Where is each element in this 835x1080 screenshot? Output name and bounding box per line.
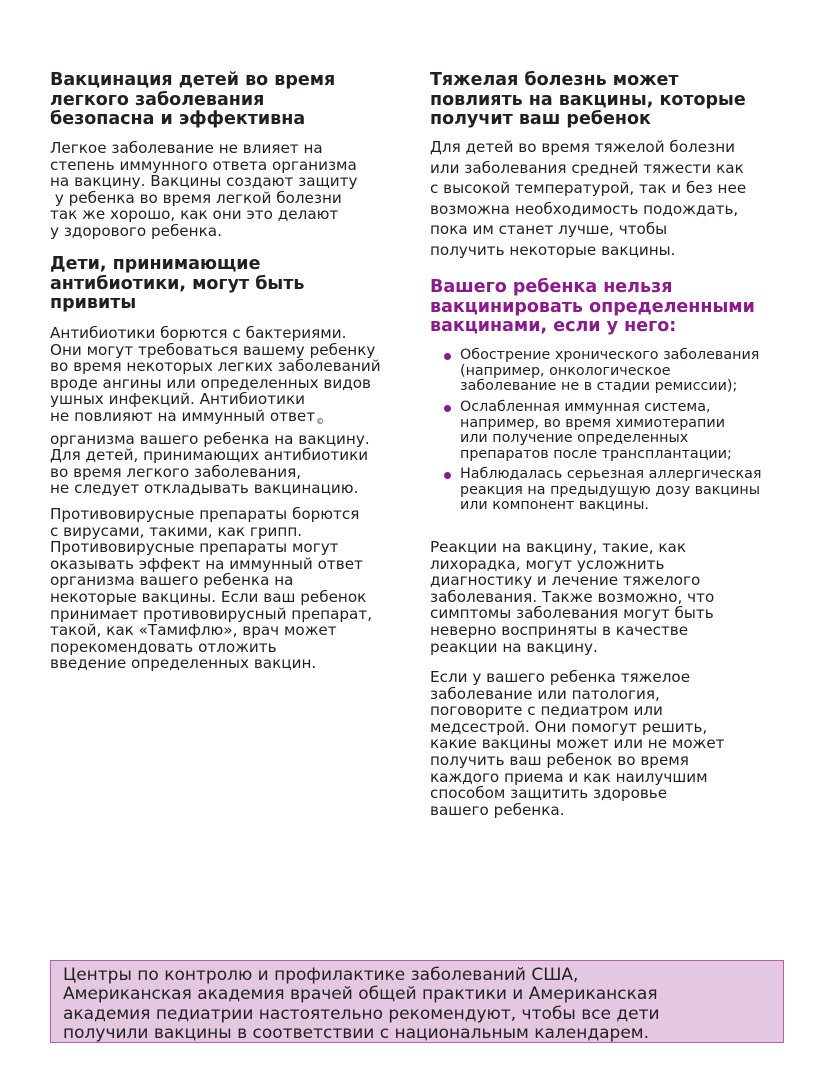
paragraph-consult-doctor: Если у вашего ребенка тяжелое заболевание или патология, поговорите с педиатром или медсестрой. Они помогут решить, какие вакцины может или не может получить ваш ребенок во время каждого приема и как наилучшим способом защитить здоровье вашего ребенка. bbox=[430, 668, 725, 819]
copyright-mark: © bbox=[316, 416, 325, 426]
heading-contraindications: Вашего ребенка нельзя вакцинировать определенными вакцинами, если у него: bbox=[430, 277, 755, 336]
recommendation-text: Центры по контролю и профилактике заболеваний США, Американская академия врачей общей практики и Американская академия педиатрии настоятельно рекомендуют, чтобы все дети получили вакцины в соответствии с национальным календарем. bbox=[63, 965, 660, 1044]
recommendation-callout bbox=[50, 960, 784, 1043]
bullet-dot-icon bbox=[444, 472, 451, 479]
heading-severe-illness: Тяжелая болезнь может повлиять на вакцины, которые получит ваш ребенок bbox=[430, 70, 746, 129]
heading-antibiotics: Дети, принимающие антибиотики, могут быть привиты bbox=[50, 254, 305, 313]
bullet-item: Обострение хронического заболевания (например, онкологическое заболевание не в стадии ремиссии); bbox=[444, 348, 789, 395]
bullet-item: Ослабленная иммунная система, например, во время химиотерапии или получение определенных препаратов после трансплантации; bbox=[444, 400, 789, 462]
paragraph-antivirals: Противовирусные препараты борются с вирусами, такими, как грипп. Противовирусные препараты могут оказывать эффект на иммунный ответ организма вашего ребенка на некоторые вакцины. Если ваш ребенок принимает противовирусный препарат, такой, как «Тамифлю», врач может порекомендовать отложить введение определенных вакцин. bbox=[50, 505, 373, 673]
bullet-dot-icon bbox=[444, 353, 451, 360]
heading-mild-illness: Вакцинация детей во время легкого заболевания безопасна и эффективна bbox=[50, 70, 336, 129]
paragraph-antibiotics: Антибиотики борются с бактериями. Они могут требоваться вашему ребенку во время некоторых легких заболеваний вроде ангины или определенных видов ушных инфекций. Антибиотики не повлияют на иммунный ответ$_©$ организма вашего ребенка на вакцину. Для детей, принимающих антибиотики во время легкого заболевания, не следует откладывать вакцинацию. bbox=[50, 324, 381, 498]
paragraph-severe-illness: Для детей во время тяжелой болезни или заболевания средней тяжести как с высокой температурой, так и без нее возможна необходимость подождать, пока им станет лучше, чтобы получить некоторые вакцины. bbox=[430, 138, 747, 259]
paragraph-reactions: Реакции на вакцину, такие, как лихорадка, могут усложнить диагностику и лечение тяжелого заболевания. Также возможно, что симптомы заболевания могут быть неверно восприняты в качестве реакции на вакцину. bbox=[430, 538, 715, 656]
bullet-item: Наблюдалась серьезная аллергическая реакция на предыдущую дозу вакцины или компонент вакцины. bbox=[444, 467, 789, 514]
bullet-dot-icon bbox=[444, 405, 451, 412]
paragraph-mild-illness: Легкое заболевание не влияет на степень иммунного ответа организма на вакцину. Вакцины создают защиту у ребенка во время легкой болезни так же хорошо, как они это делают у здорового ребенка. bbox=[50, 139, 358, 240]
